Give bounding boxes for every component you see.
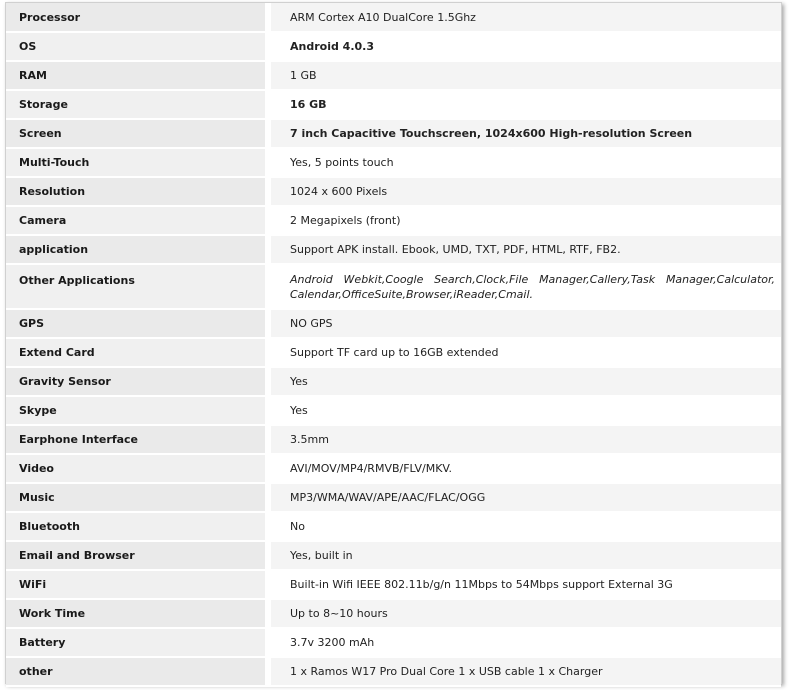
spec-value: Yes bbox=[271, 367, 781, 396]
spec-label: Camera bbox=[6, 206, 265, 235]
spec-label: Bluetooth bbox=[6, 512, 265, 541]
spec-value: Yes, built in bbox=[271, 541, 781, 570]
spec-label: Other Applications bbox=[6, 264, 265, 309]
spec-value: MP3/WMA/WAV/APE/AAC/FLAC/OGG bbox=[271, 483, 781, 512]
spec-row-processor bbox=[6, 3, 781, 32]
spec-label: other bbox=[6, 657, 265, 686]
spec-row-music bbox=[6, 483, 781, 512]
spec-label: Storage bbox=[6, 90, 265, 119]
spec-row-storage bbox=[6, 90, 781, 119]
spec-label: Battery bbox=[6, 628, 265, 657]
spec-table bbox=[6, 3, 781, 687]
spec-row-video bbox=[6, 454, 781, 483]
spec-value: 2 Megapixels (front) bbox=[271, 206, 781, 235]
spec-label: Earphone Interface bbox=[6, 425, 265, 454]
spec-value: AVI/MOV/MP4/RMVB/FLV/MKV. bbox=[271, 454, 781, 483]
spec-row-gravity-sensor bbox=[6, 367, 781, 396]
spec-value: 3.7v 3200 mAh bbox=[271, 628, 781, 657]
spec-row-screen bbox=[6, 119, 781, 148]
spec-table-frame bbox=[5, 2, 782, 684]
spec-label: Gravity Sensor bbox=[6, 367, 265, 396]
spec-label: Extend Card bbox=[6, 338, 265, 367]
spec-value: 16 GB bbox=[271, 90, 781, 119]
spec-row-battery bbox=[6, 628, 781, 657]
spec-value: Android Webkit,Coogle Search,Clock,File Manager,Callery,Task Manager,Calculator, Calendar,OfficeSuite,Browser,iReader,Cmail. bbox=[271, 264, 781, 309]
spec-row-other bbox=[6, 657, 781, 686]
spec-value: No bbox=[271, 512, 781, 541]
spec-value: ARM Cortex A10 DualCore 1.5Ghz bbox=[271, 3, 781, 32]
spec-row-ram bbox=[6, 61, 781, 90]
spec-value: 3.5mm bbox=[271, 425, 781, 454]
spec-row-os bbox=[6, 32, 781, 61]
spec-row-camera bbox=[6, 206, 781, 235]
spec-label: Screen bbox=[6, 119, 265, 148]
spec-value: 1 GB bbox=[271, 61, 781, 90]
spec-label: OS bbox=[6, 32, 265, 61]
spec-row-resolution bbox=[6, 177, 781, 206]
spec-value: Support APK install. Ebook, UMD, TXT, PDF, HTML, RTF, FB2. bbox=[271, 235, 781, 264]
spec-row-gps bbox=[6, 309, 781, 338]
spec-value: Yes, 5 points touch bbox=[271, 148, 781, 177]
spec-row-wifi bbox=[6, 570, 781, 599]
spec-row-email-browser bbox=[6, 541, 781, 570]
spec-label: Video bbox=[6, 454, 265, 483]
spec-value: Yes bbox=[271, 396, 781, 425]
spec-row-application bbox=[6, 235, 781, 264]
spec-label: GPS bbox=[6, 309, 265, 338]
spec-label: RAM bbox=[6, 61, 265, 90]
spec-value: 7 inch Capacitive Touchscreen, 1024x600 High-resolution Screen bbox=[271, 119, 781, 148]
spec-label: application bbox=[6, 235, 265, 264]
spec-label: WiFi bbox=[6, 570, 265, 599]
spec-value: Up to 8~10 hours bbox=[271, 599, 781, 628]
spec-row-multi-touch bbox=[6, 148, 781, 177]
spec-row-extend-card bbox=[6, 338, 781, 367]
spec-row-other-applications bbox=[6, 264, 781, 309]
spec-row-skype bbox=[6, 396, 781, 425]
spec-value: Built-in Wifi IEEE 802.11b/g/n 11Mbps to 54Mbps support External 3G bbox=[271, 570, 781, 599]
spec-label: Email and Browser bbox=[6, 541, 265, 570]
spec-row-work-time bbox=[6, 599, 781, 628]
spec-row-earphone-interface bbox=[6, 425, 781, 454]
spec-value: Android 4.0.3 bbox=[271, 32, 781, 61]
spec-value: NO GPS bbox=[271, 309, 781, 338]
spec-label: Multi-Touch bbox=[6, 148, 265, 177]
spec-label: Work Time bbox=[6, 599, 265, 628]
spec-label: Processor bbox=[6, 3, 265, 32]
spec-label: Music bbox=[6, 483, 265, 512]
spec-value: 1024 x 600 Pixels bbox=[271, 177, 781, 206]
spec-value: Support TF card up to 16GB extended bbox=[271, 338, 781, 367]
spec-label: Skype bbox=[6, 396, 265, 425]
spec-label: Resolution bbox=[6, 177, 265, 206]
spec-value: 1 x Ramos W17 Pro Dual Core 1 x USB cable 1 x Charger bbox=[271, 657, 781, 686]
spec-row-bluetooth bbox=[6, 512, 781, 541]
